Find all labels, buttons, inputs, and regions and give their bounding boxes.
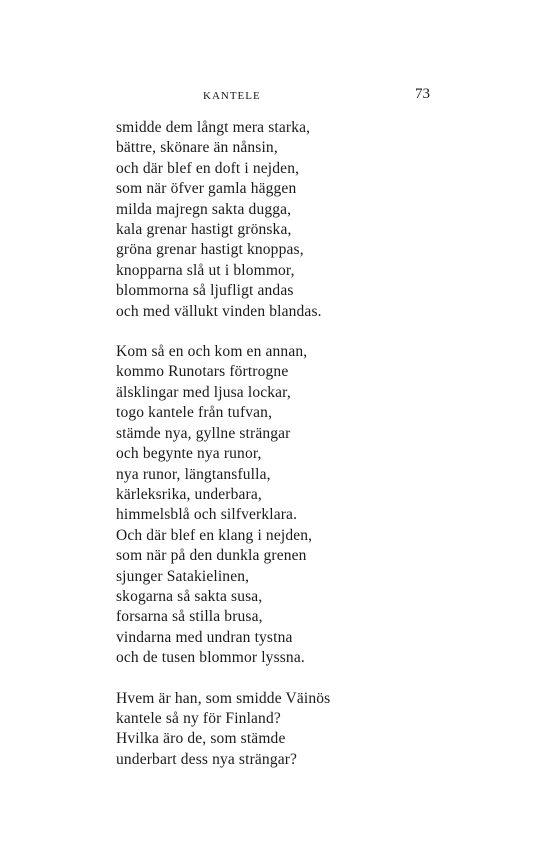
running-head: KANTELE: [203, 90, 261, 102]
poem-line: som när på den dunkla grenen: [116, 547, 307, 565]
page-number: 73: [415, 86, 430, 102]
poem-line: Och där blef en klang i nejden,: [116, 526, 313, 544]
poem-line: Kom så en och kom en annan,: [116, 343, 308, 361]
stanza-2: [116, 342, 416, 669]
poem-line: och de tusen blommor lyssna.: [116, 649, 305, 667]
poem-line: och där blef en doft i nejden,: [116, 159, 300, 177]
poem-line: blommorna så ljufligt andas: [116, 282, 294, 300]
poem-line: kärleksrika, underbara,: [116, 485, 262, 503]
poem-line: gröna grenar hastigt knoppas,: [116, 241, 304, 259]
poem-line: skogarna så sakta susa,: [116, 587, 263, 605]
stanza-3: [116, 689, 416, 771]
poem-line: milda majregn sakta dugga,: [116, 200, 292, 218]
stanza-1: [116, 118, 416, 322]
poem-line: underbart dess nya strängar?: [116, 750, 298, 768]
poem-line: forsarna så stilla brusa,: [116, 608, 263, 626]
poem-line: älsklingar med ljusa lockar,: [116, 383, 291, 401]
poem-line: sjunger Satakielinen,: [116, 567, 250, 585]
poem-line: vindarna med undran tystna: [116, 628, 293, 646]
poem-line: Hvilka äro de, som stämde: [116, 730, 286, 748]
poem-line: och begynte nya runor,: [116, 445, 262, 463]
poem-line: smidde dem långt mera starka,: [116, 119, 311, 136]
poem-line: bättre, skönare än nånsin,: [116, 139, 278, 157]
poem-line: himmelsblå och silfverklara.: [116, 506, 298, 524]
poem-body: [116, 118, 416, 790]
poem-line: kantele så ny för Finland?: [116, 709, 281, 727]
poem-line: som när öfver gamla häggen: [116, 180, 297, 198]
poem-line: Hvem är han, som smidde Väinös: [116, 689, 331, 707]
poem-line: nya runor, längtansfulla,: [116, 465, 271, 483]
poem-line: togo kantele från tufvan,: [116, 404, 273, 422]
poem-line: kommo Runotars förtrogne: [116, 363, 289, 381]
poem-line: och med vällukt vinden blandas.: [116, 302, 322, 320]
poem-line: knopparna slå ut i blommor,: [116, 261, 295, 279]
poem-line: kala grenar hastigt grönska,: [116, 221, 292, 239]
poem-line: stämde nya, gyllne strängar: [116, 424, 291, 442]
